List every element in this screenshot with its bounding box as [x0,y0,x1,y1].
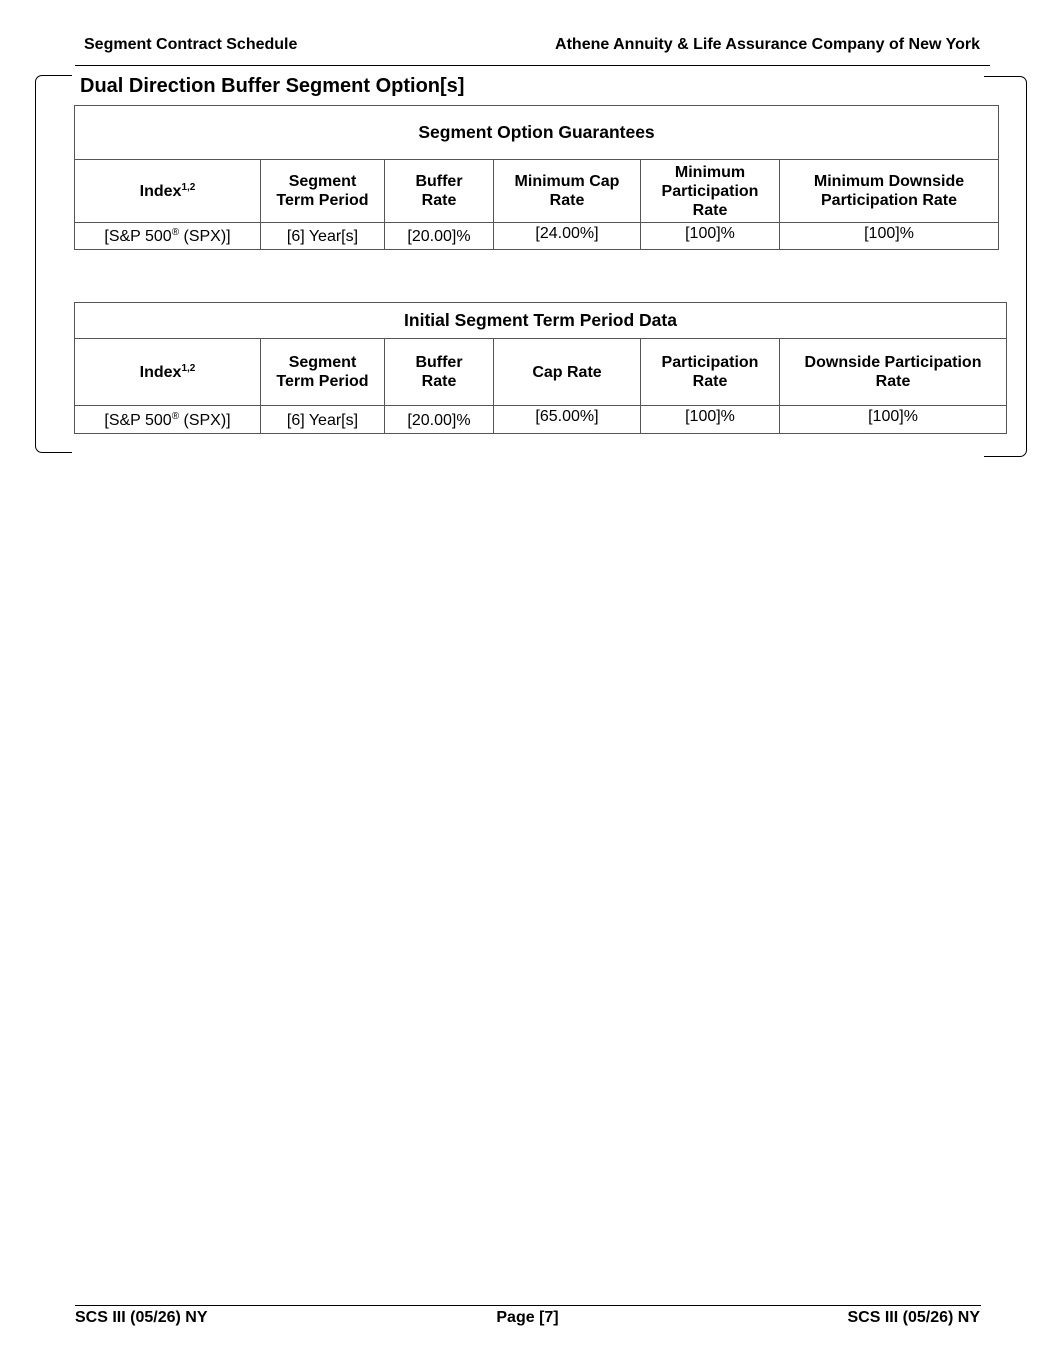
left-bracket [35,75,72,453]
table-caption: Initial Segment Term Period Data [75,303,1007,339]
segment-option-guarantees-table [74,105,999,250]
col-header-downside-participation-rate: Downside Participation Rate [780,339,1007,406]
footer-rule [75,1305,981,1306]
header-rule [75,65,990,66]
col-header-participation-rate: Participation Rate [641,339,780,406]
header-left-title: Segment Contract Schedule [84,36,298,53]
col-header-cap-rate: Cap Rate [494,339,641,406]
cell-index: [S&P 500® (SPX)] [75,223,261,250]
cell-index: [S&P 500® (SPX)] [75,406,261,434]
footer-form-number-right: SCS III (05/26) NY [847,1309,980,1326]
cell-cap-rate: [65.00%] [494,406,641,434]
cell-buffer-rate: [20.00]% [385,406,494,434]
section-title: Dual Direction Buffer Segment Option[s] [80,75,465,97]
table-row [75,223,999,250]
cell-segment-term-period: [6] Year[s] [261,406,385,434]
col-header-minimum-cap-rate: Minimum Cap Rate [494,160,641,223]
table-row [75,406,1007,434]
col-header-buffer-rate: Buffer Rate [385,160,494,223]
initial-segment-term-period-data-table [74,302,1007,434]
col-header-buffer-rate: Buffer Rate [385,339,494,406]
cell-segment-term-period: [6] Year[s] [261,223,385,250]
cell-minimum-cap-rate: [24.00%] [494,223,641,250]
col-header-minimum-downside-participation-rate: Minimum Downside Participation Rate [780,160,999,223]
cell-minimum-downside-participation-rate: [100]% [780,223,999,250]
cell-buffer-rate: [20.00]% [385,223,494,250]
col-header-minimum-participation-rate: Minimum Participation Rate [641,160,780,223]
col-header-index: Index$^{1,2}$ [75,160,261,223]
cell-minimum-participation-rate: [100]% [641,223,780,250]
table-caption: Segment Option Guarantees [75,106,999,160]
footer-page-number: Page [7] [496,1309,559,1326]
col-header-segment-term-period: Segment Term Period [261,160,385,223]
cell-participation-rate: [100]% [641,406,780,434]
col-header-index: Index$^{1,2}$ [75,339,261,406]
cell-downside-participation-rate: [100]% [780,406,1007,434]
col-header-segment-term-period: Segment Term Period [261,339,385,406]
header-company-name: Athene Annuity & Life Assurance Company of New York [555,36,980,53]
footer-form-number-left: SCS III (05/26) NY [75,1309,208,1326]
